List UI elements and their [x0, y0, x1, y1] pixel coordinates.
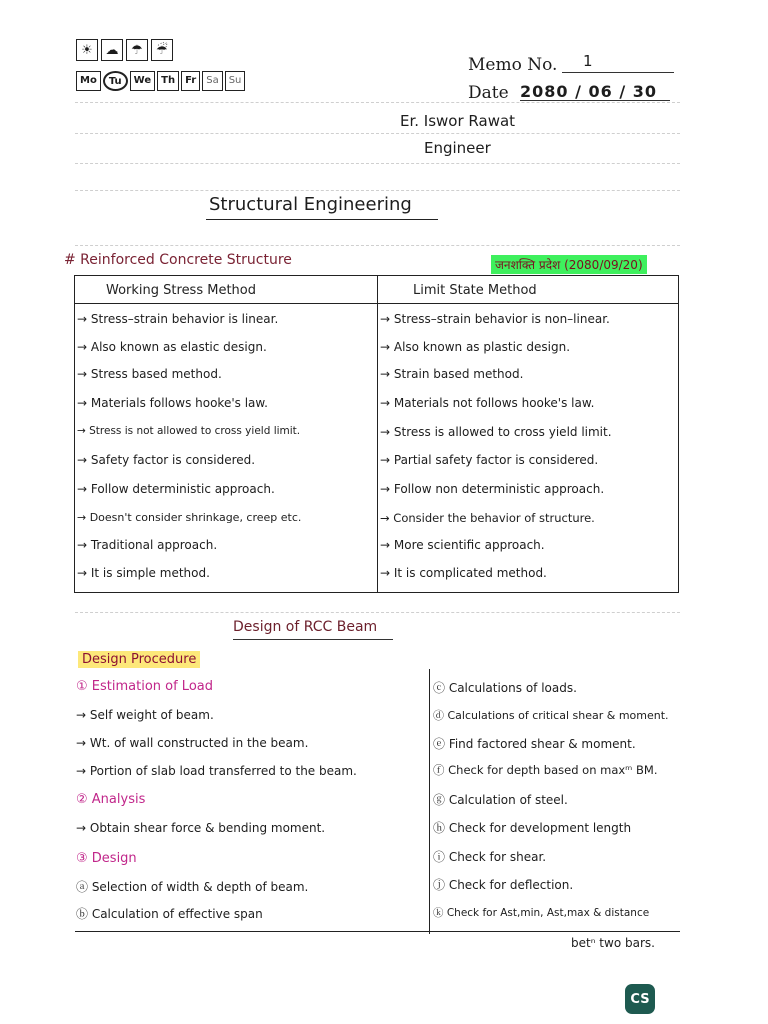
step-calc-loads: ⓒ Calculations of loads.	[433, 681, 577, 695]
step-width-depth: ⓐ Selection of width & depth of beam.	[76, 880, 309, 894]
design-subtitle: Design of RCC Beam	[233, 619, 378, 635]
wsm-row-8: → Doesn't consider shrinkage, creep etc.	[77, 511, 302, 524]
step-factored-shear: ⓔ Find factored shear & moment.	[433, 737, 636, 751]
wsm-row-5: → Stress is not allowed to cross yield limit.	[77, 425, 301, 437]
wsm-row-7: → Follow deterministic approach.	[77, 482, 275, 496]
step-check-ast: ⓚ Check for Ast,min, Ast,max & distance	[433, 907, 650, 919]
wsm-row-2: → Also known as elastic design.	[77, 340, 267, 354]
header-limit-state: Limit State Method	[413, 283, 537, 298]
date-label: Date	[468, 83, 509, 103]
ruled-line	[75, 612, 680, 613]
step-calc-steel: ⓖ Calculation of steel.	[433, 793, 568, 807]
lsm-row-4: → Materials not follows hooke's law.	[380, 396, 595, 410]
author-role: Engineer	[424, 139, 491, 157]
sun-icon: ☀	[76, 39, 98, 61]
memo-value: 1	[583, 52, 593, 70]
umbrella-icon: ☔	[151, 39, 173, 61]
step-estimation-of-load: ① Estimation of Load	[76, 679, 213, 694]
step-shear-bending: → Obtain shear force & bending moment.	[76, 821, 326, 835]
wsm-row-10: → It is simple method.	[77, 566, 210, 580]
step-wall-weight: → Wt. of wall constructed in the beam.	[76, 736, 309, 750]
lsm-row-8: → Consider the behavior of structure.	[380, 511, 595, 525]
design-procedure-label: Design Procedure	[78, 651, 200, 668]
title-underline	[206, 219, 438, 220]
lsm-row-1: → Stress–strain behavior is non–linear.	[380, 312, 610, 326]
day-fr: Fr	[181, 71, 200, 91]
day-mo: Mo	[76, 71, 101, 91]
step-critical-shear-moment: ⓓ Calculations of critical shear & moment.	[433, 709, 669, 722]
lsm-row-5: → Stress is allowed to cross yield limit.	[380, 425, 612, 439]
day-tu-selected: Tu	[103, 71, 128, 91]
lsm-row-9: → More scientific approach.	[380, 538, 545, 552]
wsm-row-1: → Stress–strain behavior is linear.	[77, 312, 279, 326]
date-value: 2080 / 06 / 30	[520, 82, 658, 101]
design-column-divider	[429, 669, 430, 934]
lsm-row-2: → Also known as plastic design.	[380, 340, 571, 354]
table-header-line	[74, 303, 679, 304]
date-underline	[520, 100, 670, 101]
memo-label: Memo No.	[468, 55, 558, 75]
camscanner-logo-icon: CS	[625, 984, 655, 1014]
lsm-row-3: → Strain based method.	[380, 367, 524, 381]
step-slab-load: → Portion of slab load transferred to the beam.	[76, 764, 357, 778]
ruled-line	[75, 190, 680, 191]
wsm-row-9: → Traditional approach.	[77, 538, 218, 552]
header-working-stress: Working Stress Method	[106, 283, 256, 298]
lsm-row-10: → It is complicated method.	[380, 566, 547, 580]
wsm-row-4: → Materials follows hooke's law.	[77, 396, 268, 410]
lsm-row-7: → Follow non deterministic approach.	[380, 482, 605, 496]
bottom-line	[75, 931, 680, 932]
step-design: ③ Design	[76, 851, 137, 866]
ruled-line	[75, 133, 680, 134]
wsm-row-6: → Safety factor is considered.	[77, 453, 256, 467]
exam-badge: जनशक्ति प्रदेश (2080/09/20)	[491, 255, 647, 274]
rain-icon: ☂	[126, 39, 148, 61]
cloud-icon: ☁	[101, 39, 123, 61]
day-su: Su	[225, 71, 246, 91]
ruled-line	[75, 102, 680, 103]
day-sa: Sa	[202, 71, 222, 91]
ruled-line	[75, 245, 680, 246]
wsm-row-3: → Stress based method.	[77, 367, 222, 381]
step-effective-span: ⓑ Calculation of effective span	[76, 907, 263, 921]
ruled-line	[75, 163, 680, 164]
memo-underline	[562, 72, 674, 73]
step-check-shear: ⓘ Check for shear.	[433, 850, 547, 864]
table-column-divider	[377, 275, 378, 593]
day-th: Th	[157, 71, 179, 91]
section-title: # Reinforced Concrete Structure	[64, 252, 292, 268]
weather-icons	[76, 39, 173, 61]
page-title: Structural Engineering	[209, 194, 412, 215]
day-we: We	[130, 71, 155, 91]
subtitle-underline	[233, 639, 393, 640]
step-self-weight: → Self weight of beam.	[76, 708, 214, 722]
continuation-text: betⁿ two bars.	[571, 936, 655, 950]
weekday-row	[76, 71, 247, 91]
step-development-length: ⓗ Check for development length	[433, 821, 632, 835]
lsm-row-6: → Partial safety factor is considered.	[380, 453, 599, 467]
step-analysis: ② Analysis	[76, 792, 146, 807]
step-check-deflection: ⓙ Check for deflection.	[433, 878, 574, 892]
step-check-depth: ⓕ Check for depth based on maxᵐ BM.	[433, 763, 658, 777]
author-name: Er. Iswor Rawat	[400, 112, 516, 130]
